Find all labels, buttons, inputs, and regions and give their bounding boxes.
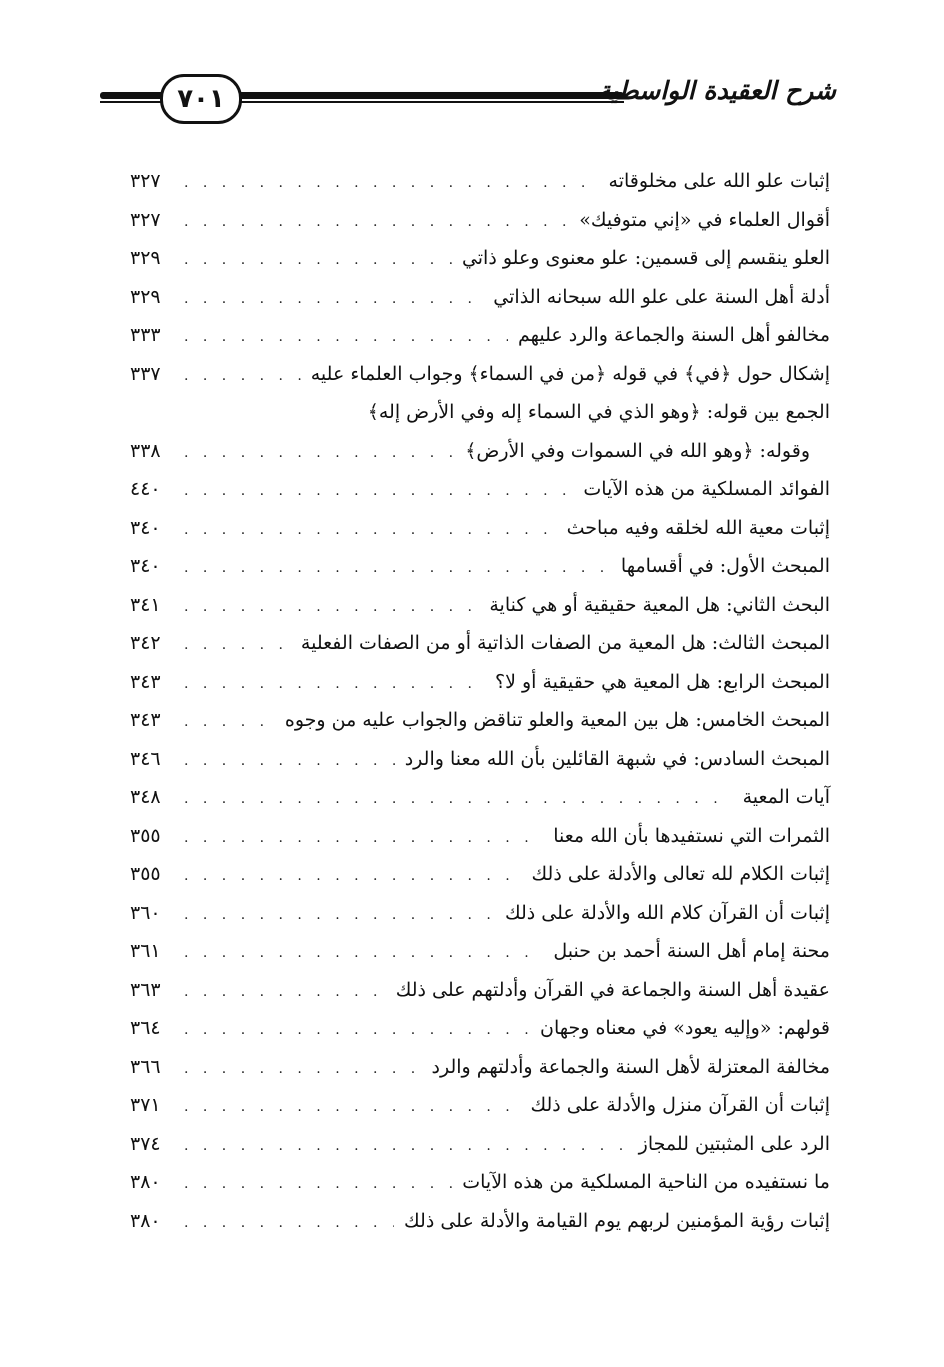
dot-leader [184, 445, 455, 461]
toc-entry [130, 1094, 830, 1133]
page-number: ٧٠١ [177, 84, 225, 114]
toc-entry-page: ٣٣٧ [130, 362, 161, 385]
toc-entry [130, 825, 830, 864]
toc-entry-title: المبحث الأول: في أقسامها [620, 555, 830, 577]
toc-entry-title: المبحث الثالث: هل المعية من الصفات الذاتية أو من الصفات الفعلية [300, 632, 830, 654]
dot-leader [184, 368, 301, 384]
dot-leader [184, 791, 733, 807]
toc-entry-page: ٣٦٤ [130, 1017, 161, 1039]
dot-leader [184, 676, 485, 692]
dot-leader [184, 329, 508, 345]
dot-leader [184, 1099, 521, 1115]
toc-entry-title: مخالفو أهل السنة والجماعة والرد عليهم [517, 324, 830, 346]
toc-entry-page: ٣٢٩ [130, 247, 161, 269]
toc-entry [130, 748, 830, 787]
toc-entry [130, 1133, 830, 1172]
toc-entry [130, 1210, 830, 1249]
dot-leader [184, 1061, 422, 1077]
toc-entry-title: الرد على المثبتين للمجاز [638, 1132, 830, 1155]
toc-entry-title: آيات المعية [742, 786, 830, 808]
toc-entry-title: وقوله: ﴿وهو الله في السموات وفي الأرض﴾ [465, 439, 810, 462]
dot-leader [184, 1138, 629, 1154]
table-of-contents [130, 170, 830, 1248]
toc-entry-title: الثمرات التي نستفيدها بأن الله معنا [553, 824, 830, 847]
toc-entry-title: الجمع بين قوله: ﴿وهو الذي في السماء إله وفي الأرض إله﴾ [367, 401, 830, 423]
toc-entry-title: أقوال العلماء في «إني متوفيك» [579, 208, 830, 231]
toc-entry-page: ٣٤٨ [130, 786, 161, 808]
dot-leader [184, 252, 452, 268]
toc-entry-page: ٣٦٠ [130, 901, 161, 924]
toc-entry-title: المبحث السادس: في شبهة القائلين بأن الله معنا والرد [404, 747, 830, 770]
dot-leader [184, 599, 479, 615]
toc-entry-page: ٣٥٥ [130, 863, 161, 885]
dot-leader [184, 214, 569, 230]
toc-entry [130, 286, 830, 325]
toc-entry-page: ٣٦٣ [130, 978, 161, 1001]
toc-entry [130, 671, 830, 710]
toc-entry [130, 209, 830, 248]
toc-entry-title: إثبات أن القرآن منزل والأدلة على ذلك [530, 1094, 830, 1116]
toc-entry-title: إثبات الكلام لله تعالى والأدلة على ذلك [531, 863, 830, 885]
toc-entry-page: ٣٣٣ [130, 324, 161, 346]
toc-entry-title: إثبات أن القرآن كلام الله والأدلة على ذلك [504, 901, 830, 924]
toc-entry-page: ٣٨٠ [130, 1171, 161, 1193]
toc-entry [130, 1171, 830, 1210]
dot-leader [184, 753, 395, 769]
toc-entry-page: ٣٤٦ [130, 747, 161, 770]
toc-entry-title: المبحث الخامس: هل بين المعية والعلو تناقض والجواب عليه من وجوه [284, 709, 830, 731]
dot-leader [184, 714, 275, 730]
toc-entry [130, 594, 830, 633]
toc-entry [130, 940, 830, 979]
toc-entry-page: ٣٣٨ [130, 439, 161, 462]
toc-entry-title: البحث الثاني: هل المعية حقيقية أو هي كناية [489, 593, 830, 616]
toc-entry-title: إثبات معية الله لخلقه وفيه مباحث [566, 516, 830, 539]
toc-entry-page: ٣٤٣ [130, 670, 161, 693]
dot-leader [184, 830, 543, 846]
toc-entry [130, 709, 830, 748]
toc-entry [130, 363, 830, 402]
dot-leader [184, 1176, 452, 1192]
dot-leader [184, 175, 599, 191]
dot-leader [184, 483, 573, 499]
toc-entry [130, 555, 830, 594]
toc-entry [130, 863, 830, 902]
toc-entry-title: الفوائد المسلكية من هذه الآيات [583, 478, 830, 500]
toc-entry-page: ٣٢٩ [130, 285, 161, 308]
toc-entry-page: ٣٨٠ [130, 1209, 161, 1232]
toc-entry-title: إثبات علو الله على مخلوقاته [608, 170, 830, 192]
toc-entry-title: أدلة أهل السنة على علو الله سبحانه الذاتي [493, 285, 830, 308]
book-title: شرح العقيدة الواسطية [597, 76, 836, 105]
toc-entry-page: ٣٤٣ [130, 709, 161, 731]
dot-leader [184, 637, 291, 653]
toc-entry-title: عقيدة أهل السنة والجماعة في القرآن وأدلتهم على ذلك [395, 978, 830, 1001]
toc-entry-title: المبحث الرابع: هل المعية هي حقيقية أو لا؟ [494, 670, 830, 693]
dot-leader [184, 945, 543, 961]
toc-entry [130, 786, 830, 825]
toc-entry [130, 517, 830, 556]
toc-entry-page: ٣٦١ [130, 940, 161, 962]
dot-leader [184, 868, 522, 884]
dot-leader [184, 907, 495, 923]
toc-entry-page: ٤٤٠ [130, 478, 161, 500]
toc-entry [130, 1017, 830, 1056]
page-number-badge [160, 74, 242, 124]
dot-leader [184, 1022, 530, 1038]
dot-leader [184, 984, 386, 1000]
toc-entry-page: ٣٤١ [130, 593, 161, 616]
dot-leader [184, 291, 483, 307]
toc-entry-title: إثبات رؤية المؤمنين لربهم يوم القيامة والأدلة على ذلك [404, 1209, 830, 1232]
toc-entry-page: ٣٢٧ [130, 208, 161, 231]
toc-entry-page: ٣٧١ [130, 1094, 161, 1116]
toc-entry [130, 440, 830, 479]
toc-entry [130, 170, 830, 209]
toc-entry [130, 478, 830, 517]
toc-entry-title: مخالفة المعتزلة لأهل السنة والجماعة وأدلتهم والرد [431, 1055, 830, 1078]
toc-entry [130, 324, 830, 363]
dot-leader [184, 1215, 394, 1231]
running-header [100, 70, 836, 130]
toc-entry-page: ٣٢٧ [130, 170, 161, 192]
toc-entry [130, 247, 830, 286]
toc-entry [130, 979, 830, 1018]
dot-leader [184, 560, 611, 576]
dot-leader [184, 522, 557, 538]
toc-entry-title: إشكال حول ﴿في﴾ في قوله ﴿من في السماء﴾ وجواب العلماء عليه [310, 362, 830, 385]
toc-entry-title: العلو ينقسم إلى قسمين: علو معنوى وعلو ذاتي [461, 247, 830, 269]
toc-entry-page: ٣٤٢ [130, 632, 161, 654]
toc-entry [130, 632, 830, 671]
toc-entry [130, 401, 830, 440]
toc-entry [130, 1056, 830, 1095]
toc-entry-page: ٣٦٦ [130, 1055, 161, 1078]
toc-entry-page: ٣٥٥ [130, 824, 161, 847]
toc-entry-page: ٣٤٠ [130, 555, 161, 577]
toc-entry-title: محنة إمام أهل السنة أحمد بن حنبل [553, 940, 830, 962]
toc-entry-page: ٣٤٠ [130, 516, 161, 539]
toc-entry-title: ما نستفيده من الناحية المسلكية من هذه الآيات [462, 1171, 830, 1193]
toc-entry-title: قولهم: «وإليه يعود» في معناه وجهان [540, 1017, 830, 1039]
toc-entry-page: ٣٧٤ [130, 1132, 161, 1155]
toc-entry [130, 902, 830, 941]
